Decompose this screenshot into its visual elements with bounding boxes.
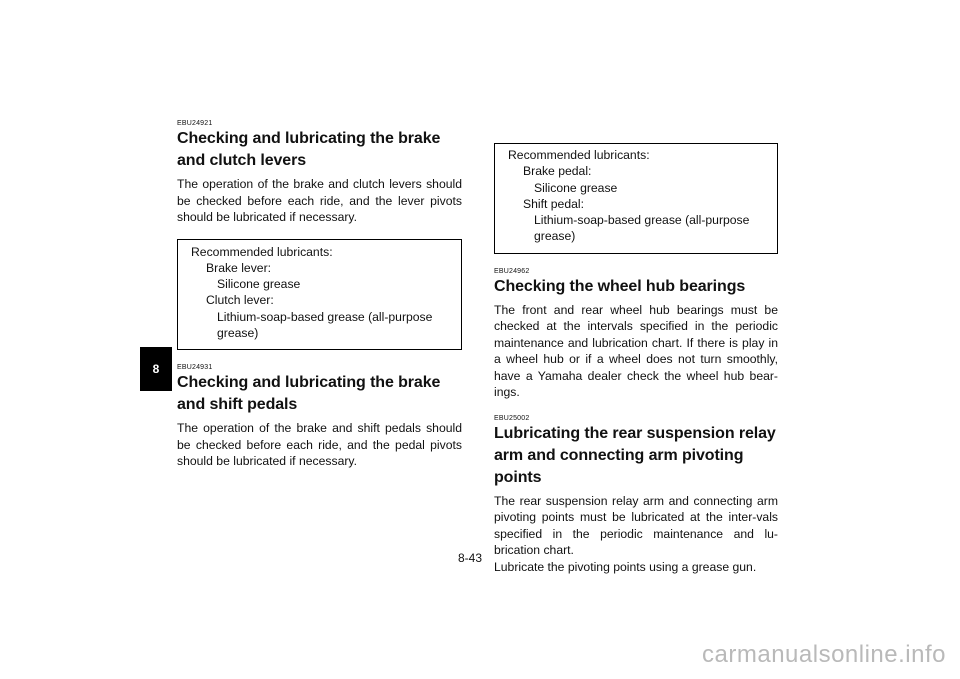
box-item-value: Silicone grease <box>217 277 301 292</box>
section-code: EBU24962 <box>494 267 530 275</box>
watermark: carmanualsonline.info <box>702 641 946 668</box>
section-code: EBU24931 <box>177 364 213 372</box>
box-heading: Recommended lubricants: <box>508 148 650 162</box>
box-item-value: Silicone grease <box>534 180 618 195</box>
section-title: Checking the wheel hub bearings <box>494 277 746 295</box>
section-body: The operation of the brake and clutch levers should be checked before each ride, and the lever pivots should be lubricated if necessary. <box>177 177 462 224</box>
lubricants-box <box>177 239 462 351</box>
page-number: 8-43 <box>458 551 483 565</box>
section-title: Checking and lubricating the brake and shift pedals <box>177 374 441 414</box>
box-item: Shift pedal: <box>523 196 584 211</box>
box-item: Clutch lever: <box>206 293 274 308</box>
section-body: Lubricate the pivoting points using a grease gun. <box>494 559 757 574</box>
lubricants-box <box>494 143 778 254</box>
box-item-value: Lithium-soap-based grease (all-purpose grease) <box>534 213 750 244</box>
box-item: Brake pedal: <box>523 164 592 179</box>
section-body: The front and rear wheel hub bearings must be checked at the intervals specified in the periodic maintenance and lubrication chart. If there is play in a wheel hub or if a wheel does not turn smoothly, have a Yamaha dealer check the wheel hub bear-ings. <box>494 302 778 400</box>
right-column <box>494 143 778 575</box>
section-code: EBU24921 <box>177 120 213 127</box>
left-column <box>177 120 462 470</box>
section-title: Checking and lubricating the brake and clutch levers <box>177 130 441 169</box>
box-item: Brake lever: <box>206 260 272 275</box>
chapter-tab: 8 <box>140 347 172 391</box>
section-body: The rear suspension relay arm and connecting arm pivoting points must be lubricated at the inter-vals specified in the periodic maintenance and lu-brication chart. <box>494 493 778 558</box>
section-code: EBU25002 <box>494 414 530 422</box>
section-title: Lubricating the rear suspension relay arm and connecting arm pivoting points <box>494 424 776 486</box>
section-body: The operation of the brake and shift pedals should be checked before each ride, and the pedal pivots should be lubricated if necessary. <box>177 421 462 469</box>
box-item-value: Lithium-soap-based grease (all-purpose grease) <box>217 309 433 340</box>
box-heading: Recommended lubricants: <box>191 244 333 259</box>
